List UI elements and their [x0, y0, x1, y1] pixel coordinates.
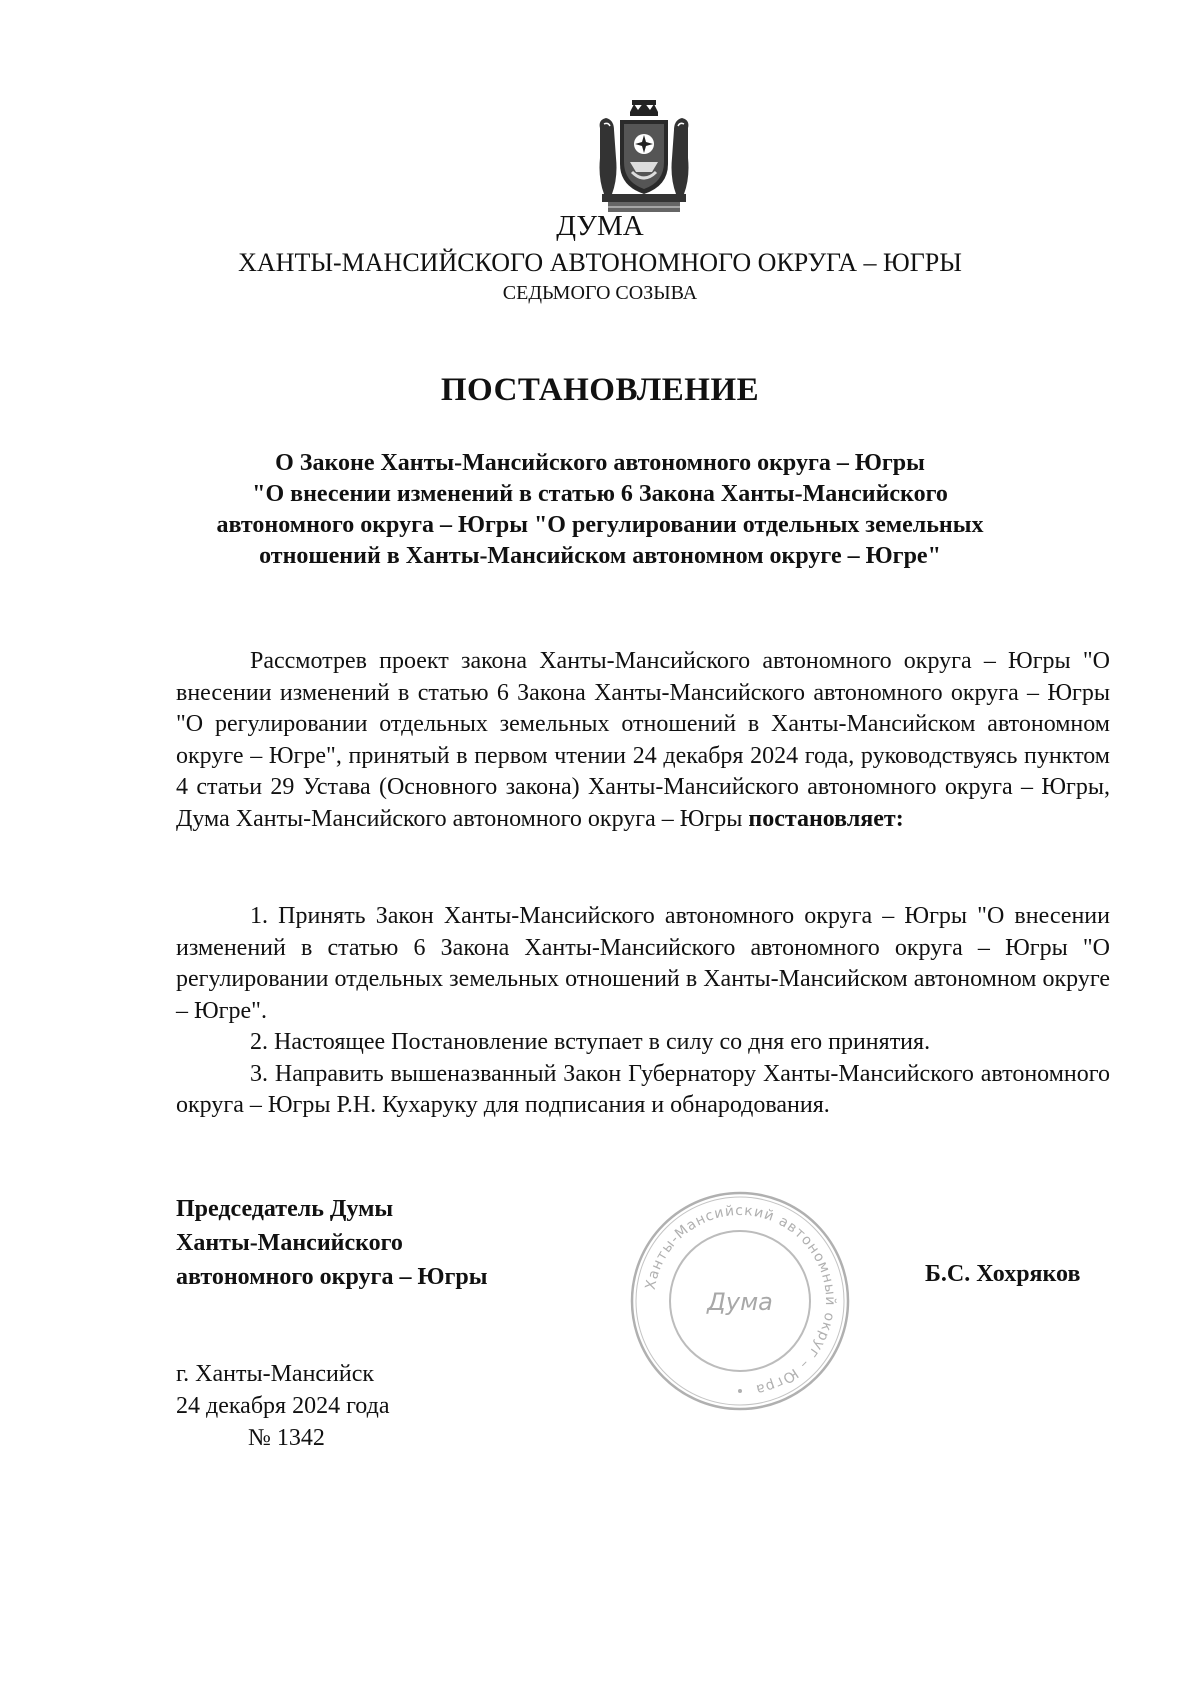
- official-stamp: [625, 1186, 855, 1416]
- place-and-date: [176, 1358, 389, 1454]
- signatory-position: [176, 1192, 487, 1294]
- coat-of-arms-icon: [594, 98, 694, 218]
- title-line: О Законе Ханты-Мансийского автономного округа – Югры: [275, 450, 925, 476]
- org-region: ХАНТЫ-МАНСИЙСКОГО АВТОНОМНОГО ОКРУГА – ЮГРЫ: [238, 248, 962, 277]
- stamp-center-text: Дума: [707, 1288, 773, 1316]
- signatory-position-line: Председатель Думы: [176, 1196, 394, 1222]
- resolution-items: [176, 901, 1110, 1122]
- document-type: ПОСТАНОВЛЕНИЕ: [440, 372, 760, 408]
- preamble-text-wrapper: [176, 646, 1110, 835]
- title-line: отношений в Ханты-Мансийском автономном округе – Югре": [259, 543, 941, 569]
- resolves-keyword: постановляет:: [748, 805, 904, 832]
- signatory-position-line: Ханты-Мансийского: [176, 1230, 403, 1256]
- resolution-item: 3. Направить вышеназванный Закон Губернатору Ханты-Мансийского автономного округа – Югры Р.Н. Кухаруку для подписания и обнародования.: [176, 1060, 1110, 1118]
- title-line: "О внесении изменений в статью 6 Закона Ханты-Мансийского: [252, 481, 948, 507]
- document-number: № 1342: [248, 1425, 325, 1451]
- signatory-position-line: автономного округа – Югры: [176, 1264, 488, 1290]
- convocation: СЕДЬМОГО СОЗЫВА: [502, 282, 698, 304]
- resolution-item: 2. Настоящее Постановление вступает в силу со дня его принятия.: [250, 1029, 931, 1055]
- signatory-name: Б.С. Хохряков: [925, 1261, 1081, 1287]
- preamble-text: Рассмотрев проект закона Ханты-Мансийского автономного округа – Югры "О внесении изменений в статью 6 Закона Ханты-Мансийского автономного округа – Югры "О регулировании отдельных земельных отношений в Ханты-Мансийском автономном округе – Югре", принятый в первом чтении 24 декабря 2024 года, руководствуясь пунктом 4 статьи 29 Устава (Основного закона) Ханты-Мансийского автономного округа – Югры, Дума Ханты-Мансийского автономного округа – Югры: [176, 648, 1110, 832]
- place: г. Ханты-Мансийск: [176, 1361, 375, 1387]
- document-title: [150, 448, 1050, 572]
- date: 24 декабря 2024 года: [176, 1393, 390, 1419]
- stamp-ring-path: Ханты-Мансийский автономный округ – Югра: [642, 1202, 839, 1398]
- title-line: автономного округа – Югры "О регулировании отдельных земельных: [216, 512, 984, 538]
- resolution-item: 1. Принять Закон Ханты-Мансийского автономного округа – Югры "О внесении изменений в статью 6 Закона Ханты-Мансийского автономного округа – Югры "О регулировании отдельных земельных отношений в Ханты-Мансийском автономном округе – Югре".: [176, 903, 1110, 1024]
- preamble-paragraph: [176, 646, 1110, 835]
- org-name: ДУМА: [556, 210, 644, 242]
